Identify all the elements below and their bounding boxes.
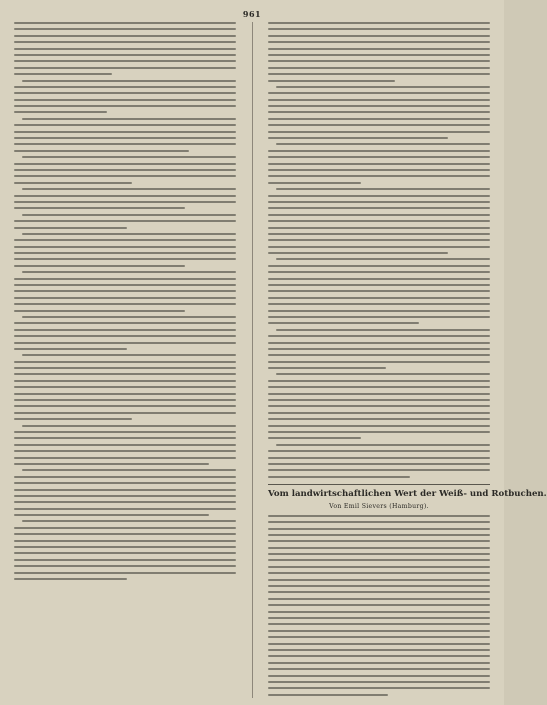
text-line	[14, 578, 127, 580]
right-column-upper-text	[268, 22, 490, 478]
text-line	[268, 476, 410, 478]
text-line	[14, 124, 236, 126]
text-line	[268, 463, 490, 465]
text-line	[268, 220, 490, 222]
text-line	[22, 271, 236, 273]
text-line	[14, 297, 236, 299]
text-line	[14, 201, 236, 203]
text-line	[268, 553, 490, 555]
text-line	[14, 508, 236, 510]
text-line	[14, 207, 185, 209]
text-line	[268, 35, 490, 37]
text-line	[268, 643, 490, 645]
text-line	[268, 22, 490, 24]
text-line	[268, 124, 490, 126]
text-line	[14, 527, 236, 529]
text-line	[268, 265, 490, 267]
text-line	[14, 54, 236, 56]
text-line	[14, 482, 236, 484]
article-byline: Von Emil Sievers (Hamburg).	[329, 502, 429, 510]
text-line	[276, 86, 490, 88]
article-body-text	[268, 515, 490, 696]
text-line	[268, 214, 490, 216]
text-line	[268, 156, 490, 158]
text-line	[268, 48, 490, 50]
text-line	[268, 591, 490, 593]
text-line	[14, 329, 236, 331]
text-line	[14, 67, 236, 69]
text-line	[14, 393, 236, 395]
text-line	[22, 118, 236, 120]
text-line	[276, 188, 490, 190]
text-line	[268, 111, 490, 113]
text-line	[268, 418, 490, 420]
text-line	[268, 521, 490, 523]
text-line	[268, 687, 490, 689]
text-line	[268, 675, 490, 677]
text-line	[268, 284, 490, 286]
text-line	[14, 373, 236, 375]
text-line	[14, 28, 236, 30]
text-line	[14, 284, 236, 286]
text-line	[268, 393, 490, 395]
text-line	[268, 598, 490, 600]
text-line	[268, 579, 490, 581]
text-line	[14, 195, 236, 197]
text-line	[268, 361, 490, 363]
text-line	[268, 80, 395, 82]
text-line	[14, 175, 236, 177]
text-line	[22, 188, 236, 190]
text-line	[268, 175, 490, 177]
text-line	[268, 137, 448, 139]
text-line	[14, 412, 236, 414]
text-line	[268, 617, 490, 619]
text-line	[14, 367, 236, 369]
text-line	[268, 41, 490, 43]
text-line	[14, 450, 236, 452]
text-line	[268, 611, 490, 613]
text-line	[14, 105, 236, 107]
text-line	[268, 252, 448, 254]
text-line	[14, 495, 236, 497]
text-line	[268, 457, 490, 459]
text-line	[268, 630, 490, 632]
text-line	[268, 405, 490, 407]
text-line	[22, 316, 236, 318]
text-line	[268, 367, 386, 369]
text-line	[14, 163, 236, 165]
text-line	[14, 476, 236, 478]
text-line	[14, 92, 236, 94]
text-line	[22, 80, 236, 82]
text-line	[268, 694, 388, 696]
text-line	[14, 489, 236, 491]
text-line	[268, 310, 490, 312]
text-line	[14, 22, 236, 24]
text-line	[268, 316, 490, 318]
text-line	[14, 559, 236, 561]
text-line	[14, 303, 236, 305]
text-line	[14, 60, 236, 62]
text-line	[268, 182, 361, 184]
text-line	[268, 195, 490, 197]
text-line	[268, 431, 490, 433]
text-line	[14, 220, 236, 222]
text-line	[268, 271, 490, 273]
text-line	[14, 457, 236, 459]
text-line	[268, 54, 490, 56]
text-line	[268, 585, 490, 587]
text-line	[14, 437, 236, 439]
text-line	[14, 246, 236, 248]
text-line	[14, 386, 236, 388]
text-line	[268, 425, 490, 427]
text-line	[268, 386, 490, 388]
text-line	[268, 227, 490, 229]
text-line	[268, 649, 490, 651]
text-line	[14, 322, 236, 324]
text-line	[22, 520, 236, 522]
text-line	[268, 566, 490, 568]
text-line	[14, 143, 236, 145]
text-line	[268, 163, 490, 165]
text-line	[268, 131, 490, 133]
text-line	[14, 335, 236, 337]
text-line	[268, 380, 490, 382]
text-line	[14, 278, 236, 280]
text-line	[268, 662, 490, 664]
text-line	[22, 354, 236, 356]
text-line	[268, 450, 490, 452]
text-line	[14, 444, 236, 446]
text-line	[268, 534, 490, 536]
text-line	[14, 137, 236, 139]
text-line	[14, 431, 236, 433]
text-line	[22, 469, 236, 471]
text-line	[14, 41, 236, 43]
text-line	[14, 501, 236, 503]
column-rule	[252, 22, 253, 698]
article-divider	[268, 484, 490, 485]
text-line	[14, 342, 236, 344]
text-line	[14, 463, 209, 465]
text-line	[14, 565, 236, 567]
text-line	[14, 73, 112, 75]
text-line	[268, 118, 490, 120]
text-line	[14, 86, 236, 88]
text-line	[14, 533, 236, 535]
text-line	[14, 405, 236, 407]
text-line	[22, 425, 236, 427]
text-line	[268, 105, 490, 107]
text-line	[268, 335, 490, 337]
text-line	[14, 227, 127, 229]
text-line	[268, 150, 490, 152]
article-title: Vom landwirtschaftlichen Wert der Weiß- und Rotbuchen.	[268, 488, 547, 499]
text-line	[22, 233, 236, 235]
text-line	[14, 290, 236, 292]
text-line	[268, 303, 490, 305]
text-line	[268, 559, 490, 561]
text-line	[14, 514, 209, 516]
text-line	[268, 354, 490, 356]
text-line	[268, 99, 490, 101]
text-line	[14, 48, 236, 50]
text-line	[14, 540, 236, 542]
text-line	[268, 604, 490, 606]
text-line	[276, 444, 490, 446]
text-line	[14, 99, 236, 101]
text-line	[268, 67, 490, 69]
text-line	[14, 252, 236, 254]
text-line	[14, 310, 185, 312]
text-line	[268, 668, 490, 670]
text-line	[268, 297, 490, 299]
text-line	[268, 246, 490, 248]
text-line	[268, 348, 490, 350]
text-line	[276, 373, 490, 375]
text-line	[14, 361, 236, 363]
text-line	[276, 258, 490, 260]
text-line	[14, 150, 189, 152]
text-line	[268, 92, 490, 94]
text-line	[268, 572, 490, 574]
text-line	[268, 655, 490, 657]
text-line	[14, 265, 185, 267]
text-line	[14, 348, 127, 350]
right-column	[268, 22, 547, 695]
text-line	[14, 546, 236, 548]
text-line	[14, 35, 236, 37]
text-line	[14, 239, 236, 241]
text-line	[268, 515, 490, 517]
text-line	[268, 233, 490, 235]
text-line	[268, 636, 490, 638]
text-line	[268, 73, 490, 75]
text-line	[268, 547, 490, 549]
text-line	[14, 552, 236, 554]
text-line	[268, 290, 490, 292]
text-line	[14, 399, 236, 401]
text-line	[14, 380, 236, 382]
text-line	[268, 399, 490, 401]
text-line	[268, 540, 490, 542]
text-line	[14, 418, 132, 420]
text-line	[268, 207, 490, 209]
text-line	[14, 572, 236, 574]
text-line	[22, 214, 236, 216]
text-line	[268, 342, 490, 344]
text-line	[268, 469, 490, 471]
text-line	[268, 623, 490, 625]
text-line	[268, 528, 490, 530]
text-line	[268, 278, 490, 280]
text-line	[268, 681, 490, 683]
text-line	[268, 412, 490, 414]
left-column-text	[14, 22, 236, 695]
text-line	[268, 28, 490, 30]
text-line	[268, 437, 361, 439]
text-line	[268, 322, 419, 324]
text-line	[276, 329, 490, 331]
text-line	[14, 111, 107, 113]
text-line	[14, 169, 236, 171]
text-line	[268, 60, 490, 62]
text-line	[14, 131, 236, 133]
text-line	[268, 201, 490, 203]
text-line	[22, 156, 236, 158]
page-number: 961	[242, 9, 262, 19]
text-line	[276, 143, 490, 145]
text-line	[14, 182, 132, 184]
text-line	[14, 258, 236, 260]
text-line	[268, 169, 490, 171]
text-line	[268, 239, 490, 241]
